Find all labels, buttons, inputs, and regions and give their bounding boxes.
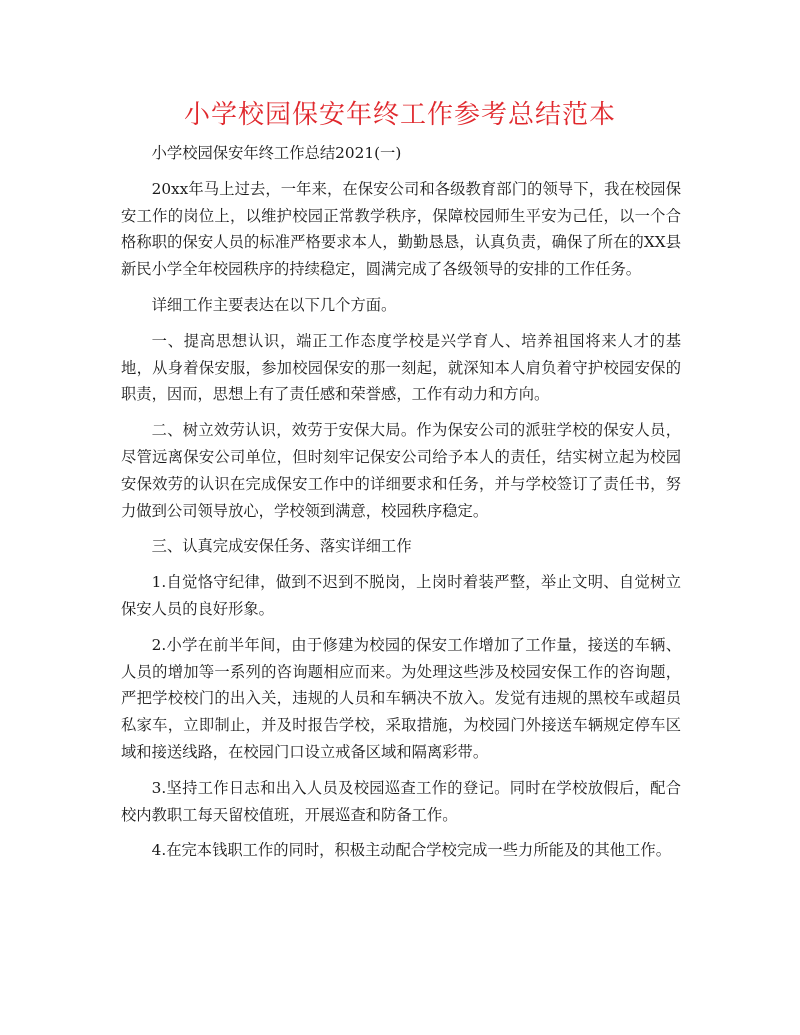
item-one-paragraph: 1.自觉恪守纪律，做到不迟到不脱岗，上岗时着装严整，举止文明、自觉树立保安人员的良好形象。 [121, 573, 681, 618]
section-three-heading: 三、认真完成安保任务、落实详细工作 [151, 537, 412, 556]
document-body [121, 140, 681, 873]
section-two-paragraph: 二、树立效劳认识，效劳于安保大局。作为保安公司的派驻学校的保安人员，尽管远离保安公司单位，但时刻牢记保安公司给予本人的责任，结实树立起为校园安保效劳的认识在完成保安工作中的详细要求和任务，并与学校签订了责任书，努力做到公司领导放心，学校领到满意，校园秩序稳定。 [121, 421, 681, 520]
item-three-paragraph: 3.坚持工作日志和出入人员及校园巡查工作的登记。同时在学校放假后，配合校内教职工每天留校值班，开展巡查和防备工作。 [121, 778, 681, 824]
overview-paragraph: 详细工作主要表达在以下几个方面。 [151, 295, 397, 314]
document-title: 小学校园保安年终工作参考总结范本 [183, 100, 616, 130]
subtitle-paragraph: 小学校园保安年终工作总结2021(一) [151, 144, 402, 162]
intro-paragraph: 20xx年马上过去，一年来，在保安公司和各级教育部门的领导下，我在校园保安工作的岗位上，以维护校园正常教学秩序，保障校园师生平安为己任，以一个合格称职的保安人员的标准严格要求本人，勤勤恳恳，认真负责，确保了所在的XX县新民小学全年校园秩序的持续稳定，圆满完成了各级领导的安排的工作任务。 [121, 179, 681, 279]
item-four-paragraph: 4.在完本钱职工作的同时，积极主动配合学校完成一些力所能及的其他工作。 [151, 841, 671, 860]
item-two-paragraph: 2.小学在前半年间，由于修建为校园的保安工作增加了工作量，接送的车辆、人员的增加等一系列的咨询题相应而来。为处理这些涉及校园安保工作的咨询题，严把学校校门的出入关，违规的人员和车辆决不放入。发觉有违规的黑校车或超员私家车，立即制止，并及时报告学校，采取措施，为校园门外接送车辆规定停车区域和接送线路，在校园门口设立戒备区域和隔离彩带。 [121, 635, 681, 761]
section-one-paragraph: 一、提高思想认识，端正工作态度学校是兴学育人、培养祖国将来人才的基地，从身着保安服，参加校园保安的那一刻起，就深知本人肩负着守护校园安保的职责，因而，思想上有了责任感和荣誉感，工作有动力和方向。 [121, 331, 681, 404]
